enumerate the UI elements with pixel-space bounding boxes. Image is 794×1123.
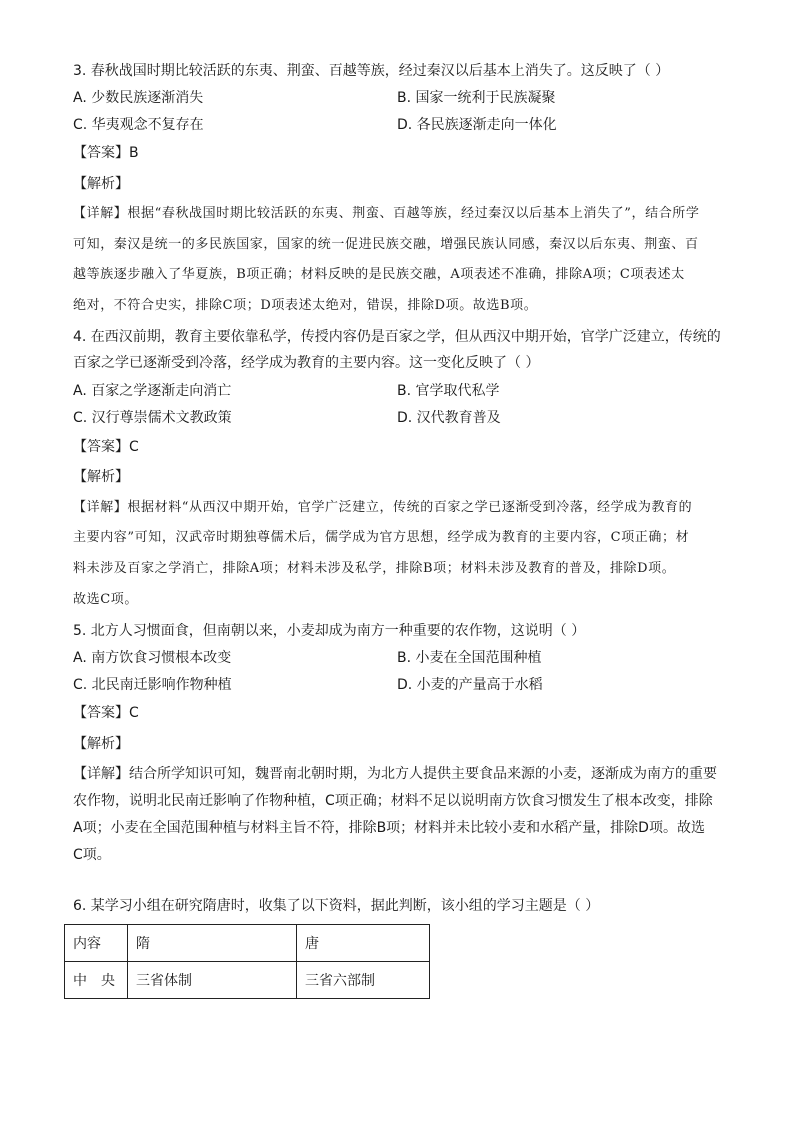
table-header-cell: 内容	[65, 925, 128, 962]
question-4-stem-line: 百家之学已逐渐受到冷落，经学成为教育的主要内容。这一变化反映了（ ）	[73, 355, 540, 371]
q4-answer: 【答案】C	[73, 439, 139, 455]
q4-detail-line: 料未涉及百家之学消亡，排除A项；材料未涉及私学，排除B项；材料未涉及教育的普及，排除D项。	[73, 561, 676, 576]
q3-option-a: A. 少数民族逐渐消失	[73, 90, 204, 106]
q4-option-d: D. 汉代教育普及	[397, 410, 501, 426]
table-header-cell: 隋	[128, 925, 297, 962]
table-cell: 三省六部制	[297, 962, 430, 999]
table-header-row	[65, 925, 430, 962]
q3-answer: 【答案】B	[73, 145, 139, 161]
q5-option-c: C. 北民南迁影响作物种植	[73, 677, 232, 693]
q3-option-d: D. 各民族逐渐走向一体化	[397, 117, 557, 133]
sui-tang-table	[64, 924, 430, 999]
question-5-stem: 5. 北方人习惯面食，但南朝以来，小麦却成为南方一种重要的农作物，这说明（ ）	[73, 623, 586, 639]
q5-option-a: A. 南方饮食习惯根本改变	[73, 650, 232, 666]
q4-option-b: B. 官学取代私学	[397, 383, 500, 399]
table-cell: 中 央	[65, 962, 128, 999]
q5-detail-line: C项。	[73, 847, 111, 863]
q4-option-a: A. 百家之学逐渐走向消亡	[73, 383, 232, 399]
q3-detail-line: 绝对，不符合史实，排除C项；D项表述太绝对，错误，排除D项。故选B项。	[73, 298, 538, 313]
table-header-cell: 唐	[297, 925, 430, 962]
q3-analysis-heading: 【解析】	[73, 176, 129, 192]
q4-detail-line: 主要内容”可知，汉武帝时期独尊儒术后，儒学成为官方思想，经学成为教育的主要内容，C项正确；材	[73, 530, 690, 545]
q5-detail-line: 农作物，说明北民南迁影响了作物种植，C项正确；材料不足以说明南方饮食习惯发生了根本改变，排除	[73, 793, 713, 809]
q4-detail-line: 故选C项。	[73, 592, 138, 607]
q5-answer: 【答案】C	[73, 705, 139, 721]
question-3-stem: 3. 春秋战国时期比较活跃的东夷、荆蛮、百越等族，经过秦汉以后基本上消失了。这反映了（ ）	[73, 63, 670, 79]
table-cell: 三省体制	[128, 962, 297, 999]
q5-option-d: D. 小麦的产量高于水稻	[397, 677, 543, 693]
q5-analysis-heading: 【解析】	[73, 736, 129, 752]
question-6-stem: 6. 某学习小组在研究隋唐时，收集了以下资料，据此判断，该小组的学习主题是（ ）	[73, 898, 600, 914]
q5-detail-line: 【详解】结合所学知识可知，魏晋南北朝时期，为北方人提供主要食品来源的小麦，逐渐成为南方的重要	[73, 766, 717, 782]
q4-analysis-heading: 【解析】	[73, 469, 129, 485]
q5-option-b: B. 小麦在全国范围种植	[397, 650, 542, 666]
q3-detail-line: 越等族逐步融入了华夏族，B项正确；材料反映的是民族交融，A项表述不准确，排除A项；C项表述太	[73, 267, 685, 282]
q4-detail-line: 【详解】根据材料“从西汉中期开始，官学广泛建立，传统的百家之学已逐渐受到冷落，经学成为教育的	[73, 500, 693, 515]
q3-option-b: B. 国家一统利于民族凝聚	[397, 90, 556, 106]
table-row	[65, 962, 430, 999]
q5-detail-line: A项；小麦在全国范围种植与材料主旨不符，排除B项；材料并未比较小麦和水稻产量，排除D项。故选	[73, 820, 705, 836]
question-4-stem-line: 4. 在西汉前期，教育主要依靠私学，传授内容仍是百家之学，但从西汉中期开始，官学广泛建立，传统的	[73, 329, 721, 345]
q3-detail-line: 【详解】根据“春秋战国时期比较活跃的东夷、荆蛮、百越等族，经过秦汉以后基本上消失了”，结合所学	[73, 206, 700, 221]
q3-option-c: C. 华夷观念不复存在	[73, 117, 204, 133]
q4-option-c: C. 汉行尊崇儒术文教政策	[73, 410, 232, 426]
q3-detail-line: 可知，秦汉是统一的多民族国家，国家的统一促进民族交融，增强民族认同感，秦汉以后东夷、荆蛮、百	[73, 237, 699, 252]
